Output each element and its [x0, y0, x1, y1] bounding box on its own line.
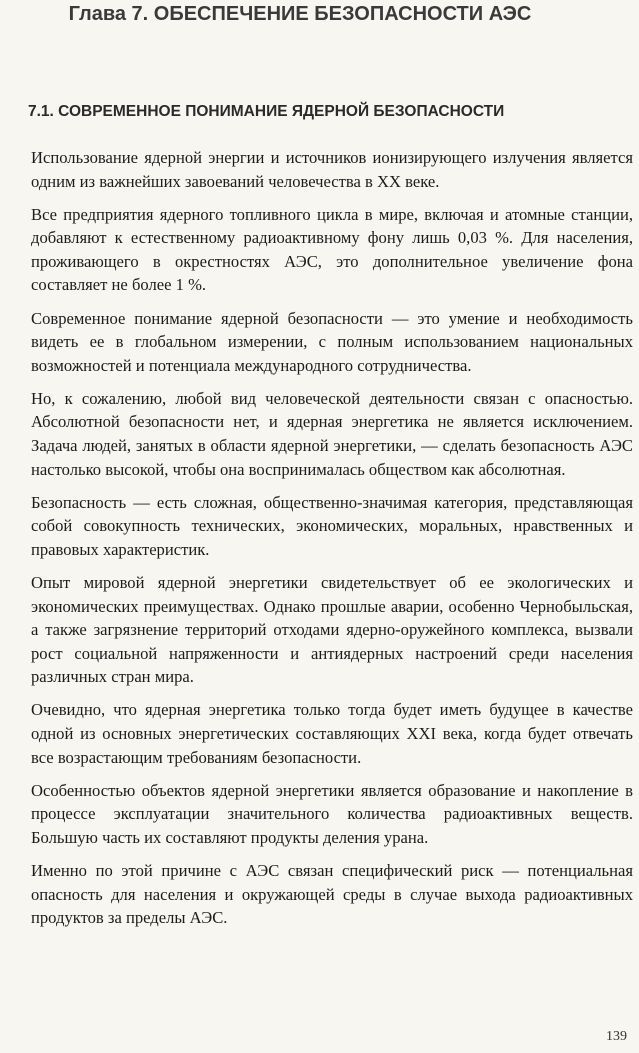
- chapter-title: Глава 7. ОБЕСПЕЧЕНИЕ БЕЗОПАСНОСТИ АЭС: [68, 3, 532, 25]
- paragraph: Но, к сожалению, любой вид человеческой деятельности связан с опасностью. Абсолютной безопасности нет, и ядерная энергетика не является исключением. Задача людей, занятых в области ядерной энергетики, — сделать безопасность АЭС настолько высокой, чтобы она воспринималась обществом как абсолютная.: [31, 388, 633, 479]
- paragraph: Современное понимание ядерной безопасности — это умение и необходимость видеть ее в глобальном измерении, с полным использованием национальных возможностей и потенциала международного сотрудничества.: [31, 308, 633, 375]
- paragraph: Именно по этой причине с АЭС связан специфический риск — потенциальная опасность для населения и окружающей среды в случае выхода радиоактивных продуктов за пределы АЭС.: [31, 861, 633, 928]
- paragraph: Использование ядерной энергии и источников ионизирующего излучения является одним из важнейших завоеваний человечества в XX веке.: [31, 148, 633, 191]
- page-number: 139: [606, 1029, 627, 1044]
- paragraph: Очевидно, что ядерная энергетика только тогда будет иметь будущее в качестве одной из основных энергетических составляющих XXI века, когда будет отвечать все возрастающим требованиям безопасности.: [31, 700, 633, 767]
- paragraph: Особенностью объектов ядерной энергетики является образование и накопление в процессе эксплуатации значительного количества радиоактивных веществ. Большую часть их составляют продукты деления урана.: [31, 780, 633, 847]
- paragraph: Все предприятия ядерного топливного цикла в мире, включая и атомные станции, добавляют к естественному радиоактивному фону лишь 0,03 %. Для населения, проживающего в окрестностях АЭС, это дополнительное увеличение фона составляет не более 1 %.: [31, 204, 633, 295]
- paragraph: Опыт мировой ядерной энергетики свидетельствует об ее экологических и экономических преимуществах. Однако прошлые аварии, особенно Чернобыльская, а также загрязнение территорий отходами ядерно-оружейного комплекса, вызвали рост социальной напряженности и антиядерных настроений среди населения различных стран мира.: [31, 573, 633, 687]
- paragraph: Безопасность — есть сложная, общественно-значимая категория, представляющая собой совокупность технических, экономических, моральных, нравственных и правовых характеристик.: [31, 492, 633, 559]
- section-title: 7.1. СОВРЕМЕННОЕ ПОНИМАНИЕ ЯДЕРНОЙ БЕЗОПАСНОСТИ: [28, 103, 505, 120]
- body-text: [31, 146, 633, 939]
